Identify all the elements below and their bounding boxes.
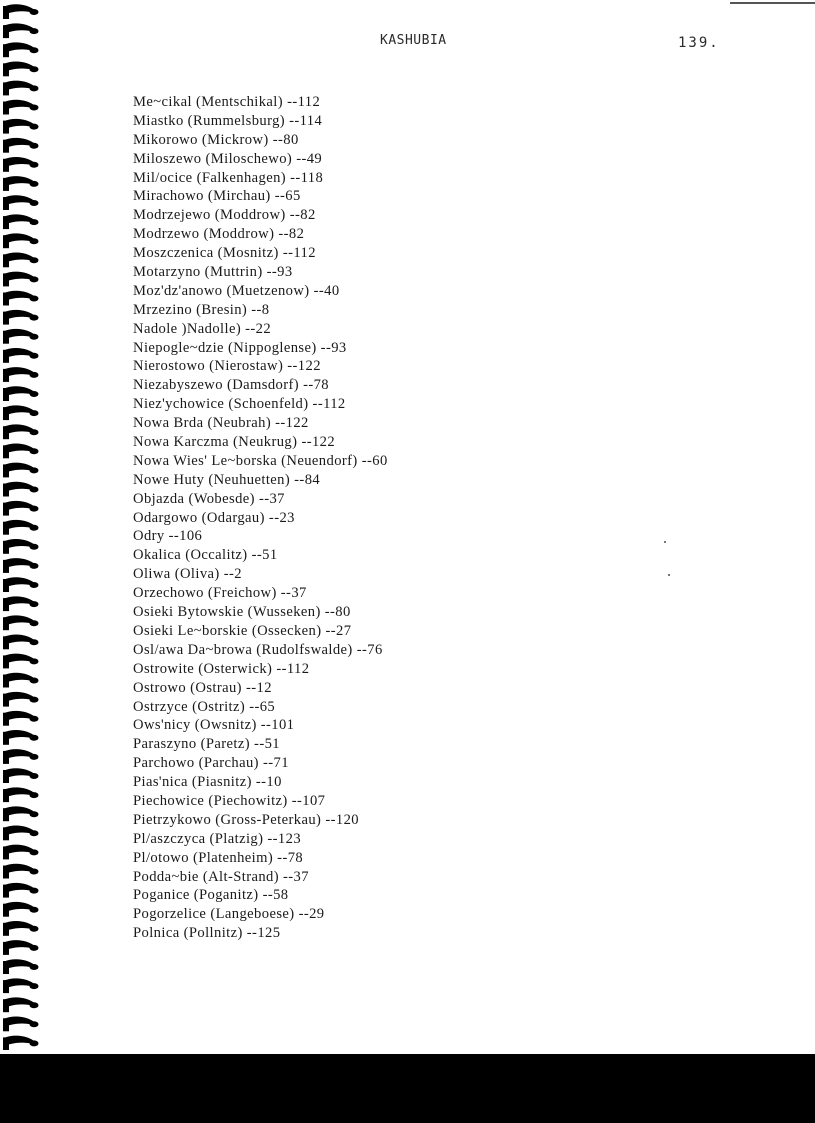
index-entry: Niepogle~dzie (Nippoglense) --93: [133, 339, 347, 356]
binding-coil: [3, 463, 39, 478]
binding-coil: [3, 520, 39, 535]
index-entry: Modrzejewo (Moddrow) --82: [133, 207, 316, 224]
binding-coil: [3, 233, 39, 248]
index-entry: Pietrzykowo (Gross-Peterkau) --120: [133, 811, 359, 828]
scan-speck: [664, 541, 666, 543]
page-number: 139.: [678, 35, 720, 51]
binding-coil: [3, 62, 39, 77]
binding-coil: [3, 272, 39, 287]
binding-coil: [3, 692, 39, 707]
index-entry: Orzechowo (Freichow) --37: [133, 585, 307, 602]
binding-coil: [3, 883, 39, 898]
binding-coil: [3, 176, 39, 191]
index-entry: Me~cikal (Mentschikal) --112: [133, 94, 321, 110]
binding-coil: [3, 405, 39, 420]
binding-coil: [3, 673, 39, 688]
index-entry: Mikorowo (Mickrow) --80: [133, 131, 299, 148]
page-header-title: KASHUBIA: [380, 33, 447, 48]
binding-coil: [3, 806, 39, 821]
binding-coil: [3, 577, 39, 592]
binding-coil: [3, 310, 39, 325]
index-entry: Poganice (Poganitz) --58: [133, 887, 289, 904]
index-entry: Mrzezino (Bresin) --8: [133, 301, 270, 318]
index-entry: Nierostowo (Nierostaw) --122: [133, 358, 321, 375]
binding-coil: [3, 138, 39, 153]
binding-coil: [3, 329, 39, 344]
index-entry: Modrzewo (Moddrow) --82: [133, 226, 305, 243]
index-entry: Piechowice (Piechowitz) --107: [133, 792, 326, 809]
index-entry: Nowa Karczma (Neukrug) --122: [133, 434, 336, 451]
index-entry: Niezabyszewo (Damsdorf) --78: [133, 377, 329, 394]
index-entry: Podda~bie (Alt-Strand) --37: [133, 868, 309, 885]
index-entry: Ows'nicy (Owsnitz) --101: [133, 717, 295, 734]
index-entry: Pl/otowo (Platenheim) --78: [133, 849, 304, 866]
index-entry: Polnica (Pollnitz) --125: [133, 925, 281, 942]
binding-coil: [3, 749, 39, 764]
binding-coil: [3, 978, 39, 993]
binding-coil: [3, 940, 39, 955]
index-entry: Nadole )Nadolle) --22: [133, 320, 272, 337]
binding-coil: [3, 253, 39, 268]
index-entry: Pogorzelice (Langeboese) --29: [133, 906, 325, 923]
binding-coil: [3, 596, 39, 611]
binding-coil: [3, 787, 39, 802]
index-entry: Mil/ocice (Falkenhagen) --118: [133, 169, 324, 186]
binding-coil: [3, 4, 39, 19]
index-entry: Nowa Wies' Le~borska (Neuendorf) --60: [133, 452, 388, 469]
binding-coil: [3, 482, 39, 497]
binding-coil: [3, 444, 39, 459]
binding-coil: [3, 1036, 39, 1050]
index-entry: Osieki Bytowskie (Wusseken) --80: [133, 604, 351, 621]
binding-coil: [3, 100, 39, 115]
scan-bottom-shadow: [0, 1054, 815, 1123]
binding-coil: [3, 367, 39, 382]
binding-coil: [3, 558, 39, 573]
binding-coil: [3, 654, 39, 669]
index-entry: Ostrowo (Ostrau) --12: [133, 679, 272, 696]
index-entry: Paraszyno (Paretz) --51: [133, 736, 280, 753]
place-name-index: [133, 93, 388, 943]
binding-coil: [3, 635, 39, 650]
index-entry: Moszczenica (Mosnitz) --112: [133, 245, 316, 262]
index-entry: Motarzyno (Muttrin) --93: [133, 264, 293, 281]
index-entry: Ostrowite (Osterwick) --112: [133, 660, 310, 677]
binding-coil: [3, 348, 39, 363]
index-entry: Miastko (Rummelsburg) --114: [133, 112, 323, 129]
index-entry: Osl/awa Da~browa (Rudolfswalde) --76: [133, 641, 383, 658]
spiral-binding: [0, 0, 42, 1050]
index-entry: Okalica (Occalitz) --51: [133, 547, 278, 564]
binding-coil: [3, 826, 39, 841]
binding-coil: [3, 711, 39, 726]
binding-coil: [3, 501, 39, 516]
binding-coil: [3, 42, 39, 57]
index-entry: Parchowo (Parchau) --71: [133, 755, 289, 772]
binding-coil: [3, 997, 39, 1012]
index-entry: Objazda (Wobesde) --37: [133, 490, 285, 507]
binding-coil: [3, 81, 39, 96]
binding-coil: [3, 902, 39, 917]
binding-coil: [3, 214, 39, 229]
index-entry: Osieki Le~borskie (Ossecken) --27: [133, 622, 352, 639]
binding-coil: [3, 615, 39, 630]
index-entry: Odargowo (Odargau) --23: [133, 509, 295, 526]
index-entry: Nowe Huty (Neuhuetten) --84: [133, 471, 321, 488]
binding-coil: [3, 845, 39, 860]
index-entry: Niez'ychowice (Schoenfeld) --112: [133, 396, 346, 413]
binding-coil: [3, 539, 39, 554]
scan-speck: [668, 574, 670, 576]
binding-coil: [3, 23, 39, 38]
index-entry: Miloszewo (Miloschewo) --49: [133, 150, 323, 167]
index-entry: Moz'dz'anowo (Muetzenow) --40: [133, 282, 340, 299]
binding-coil: [3, 119, 39, 134]
top-edge-rule: [730, 2, 815, 4]
binding-coil: [3, 424, 39, 439]
binding-coil: [3, 768, 39, 783]
binding-coil: [3, 959, 39, 974]
index-entry: Ostrzyce (Ostritz) --65: [133, 698, 276, 715]
index-entry: Pl/aszczyca (Platzig) --123: [133, 830, 302, 847]
binding-coil: [3, 195, 39, 210]
binding-coil: [3, 730, 39, 745]
index-entry: Odry --106: [133, 528, 203, 545]
binding-coil: [3, 864, 39, 879]
binding-coil: [3, 386, 39, 401]
binding-coil: [3, 921, 39, 936]
index-entry: Mirachowo (Mirchau) --65: [133, 188, 301, 205]
index-entry: Oliwa (Oliva) --2: [133, 566, 242, 583]
binding-coil: [3, 157, 39, 172]
binding-coil: [3, 291, 39, 306]
binding-coil: [3, 1017, 39, 1032]
index-entry: Pias'nica (Piasnitz) --10: [133, 774, 282, 791]
index-entry: Nowa Brda (Neubrah) --122: [133, 415, 309, 432]
